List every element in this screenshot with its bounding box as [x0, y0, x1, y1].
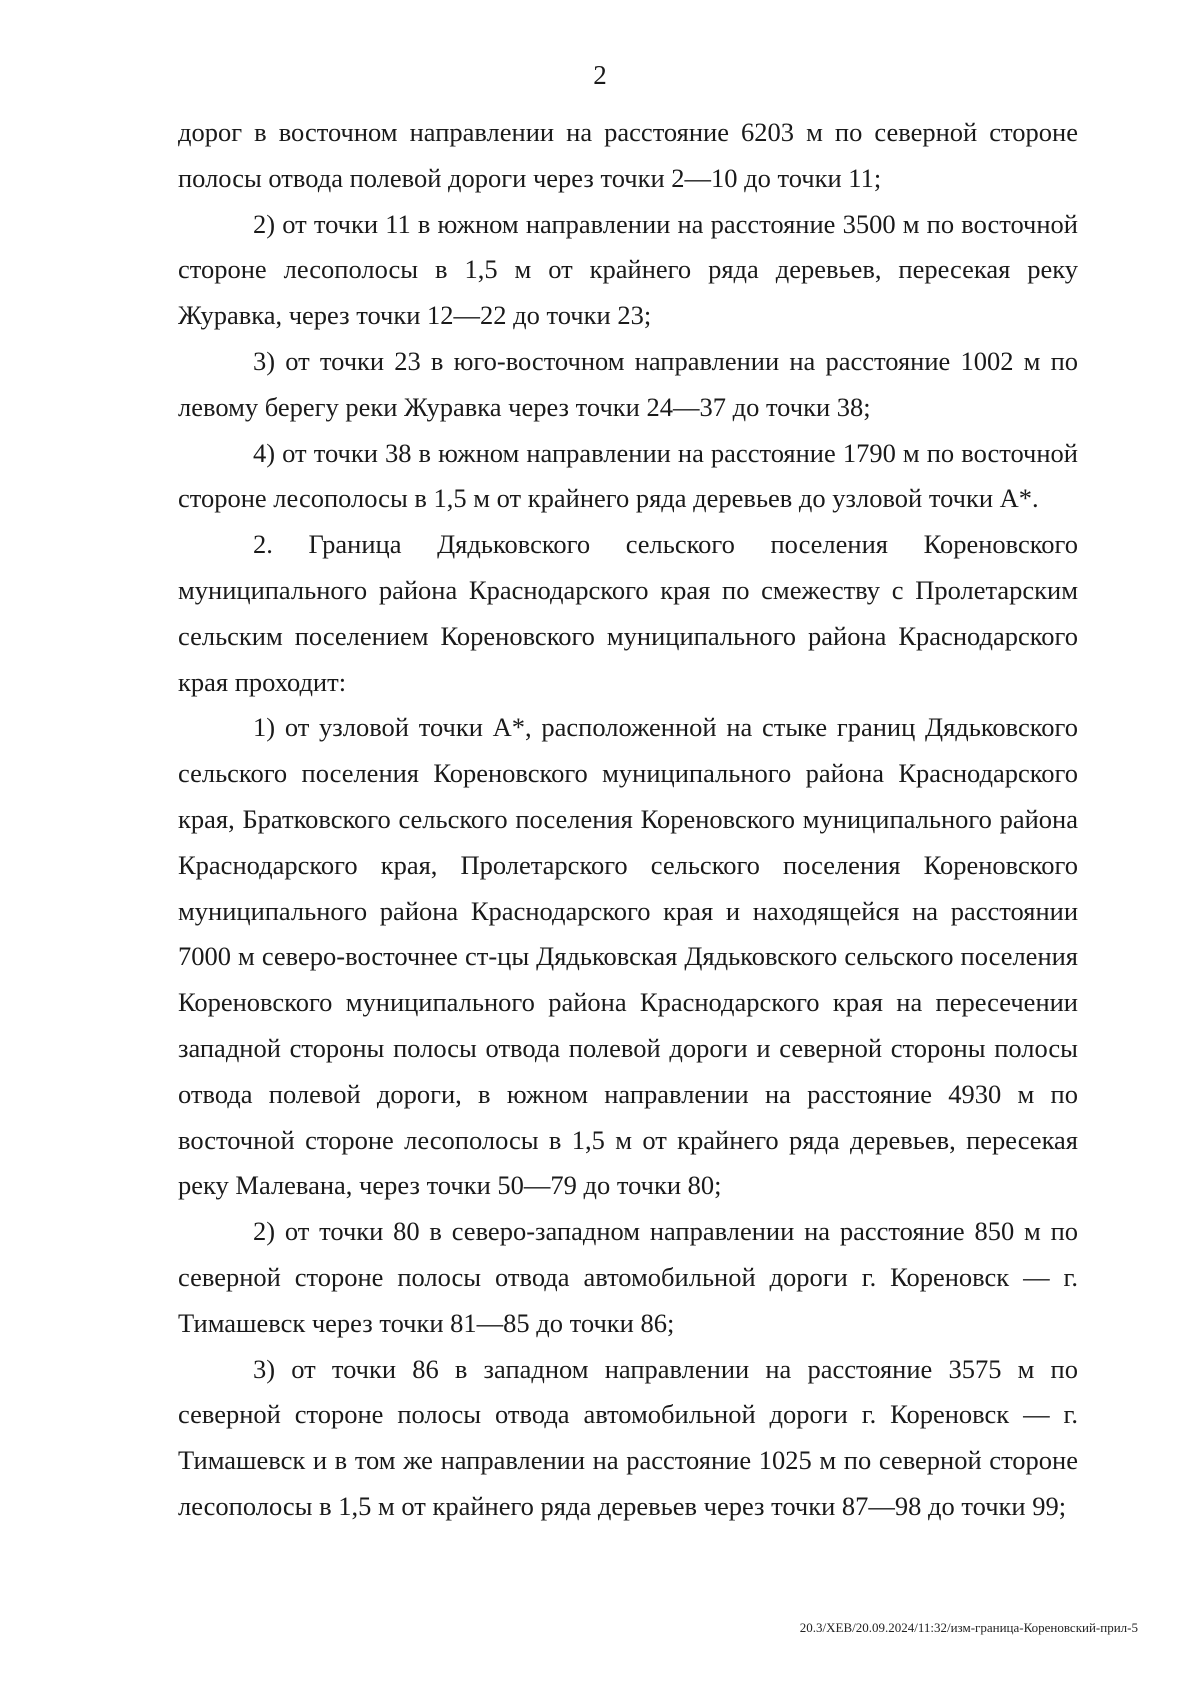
- paragraph-continuation: дорог в восточном направлении на расстояние 6203 м по северной стороне полосы отвода полевой дороги через точки 2—10 до точки 11;: [178, 117, 1078, 193]
- footer-document-code: 20.3/ХЕВ/20.09.2024/11:32/изм-граница-Кореновский-прил-5: [799, 1620, 1138, 1635]
- paragraph-section-2-item-2: 2) от точки 80 в северо-западном направлении на расстояние 850 м по северной стороне полосы отвода автомобильной дороги г. Кореновск — г. Тимашевск через точки 81—85 до точки 86;: [178, 1216, 1078, 1338]
- document-body: [178, 110, 1078, 1530]
- page-number: 2: [593, 60, 607, 90]
- paragraph-item-4: 4) от точки 38 в южном направлении на расстояние 1790 м по восточной стороне лесополосы в 1,5 м от крайнего ряда деревьев до узловой точки А*.: [178, 437, 1078, 514]
- paragraph-section-2-item-3: 3) от точки 86 в западном направлении на расстояние 3575 м по северной стороне полосы отвода автомобильной дороги г. Кореновск — г. Тимашевск и в том же направлении на расстояние 1025 м по северной стороне лесополосы в 1,5 м от крайнего ряда деревьев через точки 87—98 до точки 99;: [178, 1353, 1078, 1521]
- paragraph-item-3: 3) от точки 23 в юго-восточном направлении на расстояние 1002 м по левому берегу реки Журавка через точки 24—37 до точки 38;: [178, 345, 1078, 422]
- paragraph-item-2: 2) от точки 11 в южном направлении на расстояние 3500 м по восточной стороне лесополосы в 1,5 м от крайнего ряда деревьев, пересекая реку Журавка, через точки 12—22 до точки 23;: [178, 208, 1078, 331]
- paragraph-section-2: 2. Граница Дядьковского сельского поселения Кореновского муниципального района Краснодарского края по смежеству с Пролетарским сельским поселением Кореновского муниципального района Краснодарского края проходит:: [178, 529, 1078, 697]
- paragraph-section-2-item-1: 1) от узловой точки А*, расположенной на стыке границ Дядьковского сельского поселения Кореновского муниципального района Краснодарского края, Братковского сельского поселения Кореновского муниципального района Краснодарского края, Пролетарского сельского поселения Кореновского муниципального района Краснодарского края и находящейся на расстоянии 7000 м северо-восточнее ст-цы Дядьковская Дядьковского сельского поселения Кореновского муниципального района Краснодарского края на пересечении западной стороны полосы отвода полевой дороги и северной стороны полосы отвода полевой дороги, в южном направлении на расстояние 4930 м по восточной стороне лесополосы в 1,5 м от крайнего ряда деревьев, пересекая реку Малевана, через точки 50—79 до точки 80;: [178, 712, 1078, 1201]
